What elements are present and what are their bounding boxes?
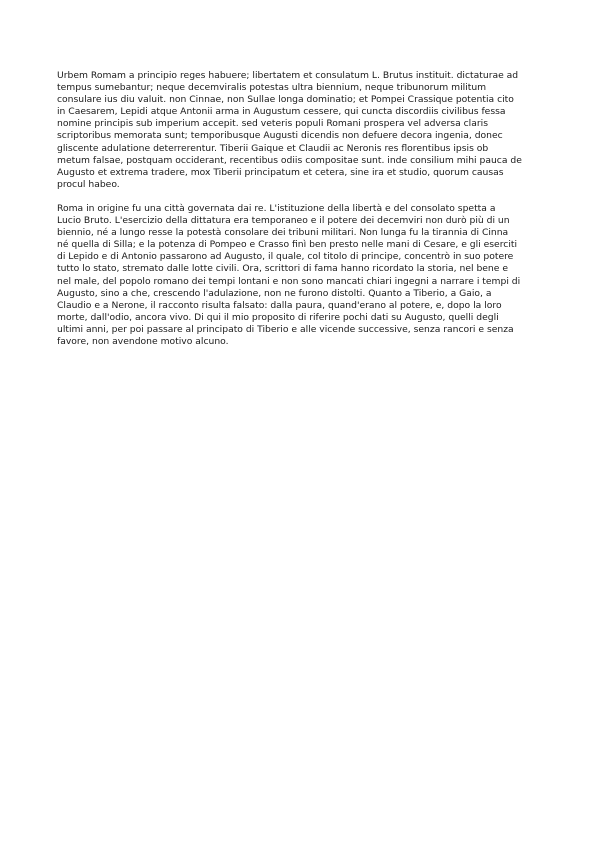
italian-paragraph: Roma in origine fu una città governata dai re. L'istituzione della libertà e del consolato spetta a Lucio Bruto. L'esercizio della dittatura era temporaneo e il potere dei decemviri non durò più di un biennio, né a lungo resse la potestà consolare dei tribuni militari. Non lunga fu la tirannia di Cinna né quella di Silla; e la potenza di Pompeo e Crasso finì ben presto nelle mani di Cesare, e gli eserciti di Lepido e di Antonio passarono ad Augusto, il quale, col titolo di principe, concentrò in suo potere tutto lo stato, stremato dalle lotte civili. Ora, scrittori di fama hanno ricordato la storia, nel bene e nel male, del popolo romano dei tempi lontani e non sono mancati chiari ingegni a narrare i tempi di Augusto, sino a che, crescendo l'adulazione, non ne furono distolti. Quanto a Tiberio, a Gaio, a Claudio e a Nerone, il racconto risulta falsato: dalla paura, quand'erano al potere, e, dopo la loro morte, dall'odio, ancora vivo. Di qui il mio proposito di riferire pochi dati su Augusto, quelli degli ultimi anni, per poi passare al principato di Tiberio e alle vicende successive, senza rancori e senza favore, non avendone motivo alcuno. [57,202,521,347]
latin-paragraph: Urbem Romam a principio reges habuere; libertatem et consulatum L. Brutus instituit. dictaturae ad tempus sumebantur; neque decemviralis potestas ultra biennium, neque tribunorum militum consulare ius diu valuit. non Cinnae, non Sullae longa dominatio; et Pompei Crassique potentia cito in Caesarem, Lepidi atque Antonii arma in Augustum cessere, qui cuncta discordiis civilibus fessa nomine principis sub imperium accepit. sed veteris populi Romani prospera vel adversa claris scriptoribus memorata sunt; temporibusque Augusti dicendis non defuere decora ingenia, donec gliscente adulatione deterrerentur. Tiberii Gaique et Claudii ac Neronis res florentibus ipsis ob metum falsae, postquam occiderant, recentibus odiis compositae sunt. inde consilium mihi pauca de Augusto et extrema tradere, mox Tiberii principatum et cetera, sine ira et studio, quorum causas procul habeo. [57,70,522,190]
document-body [57,70,543,360]
